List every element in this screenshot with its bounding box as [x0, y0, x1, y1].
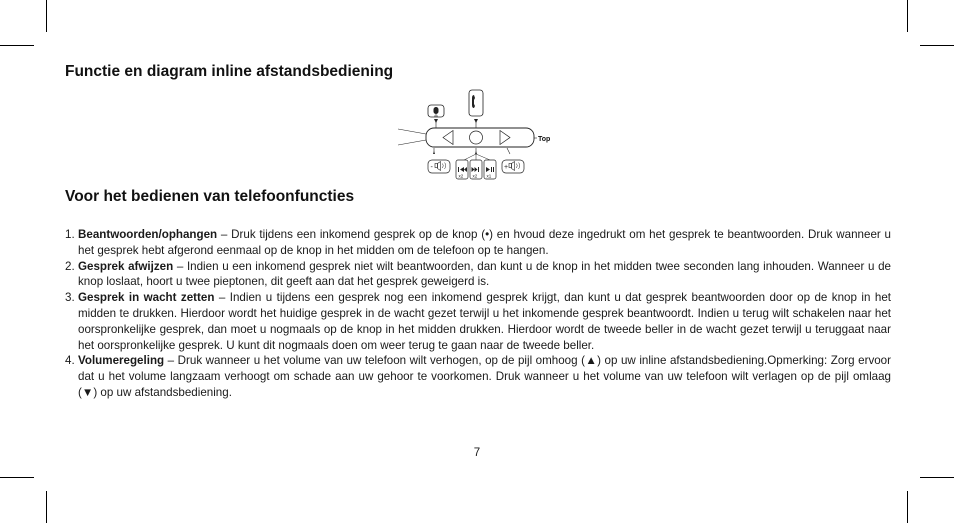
crop-mark — [920, 477, 954, 478]
item-term: Gesprek in wacht zetten — [78, 291, 215, 305]
item-number: 2. — [65, 259, 75, 273]
svg-text:-: - — [430, 164, 433, 171]
list-item — [65, 353, 891, 400]
pointer-arrow — [475, 151, 477, 154]
top-label: Top — [538, 136, 551, 143]
crop-mark — [46, 491, 47, 523]
item-term: Volumeregeling — [78, 354, 165, 368]
svg-text:+: + — [504, 164, 509, 171]
item-text: – Indien u een inkomend gesprek niet wilt beantwoorden, dan kunt u de knop in het midden twee seconden lang inhouden. Wanneer u de knop loslaat, hoort u twee pieptonen, dit geeft aan dat het gesprek geweigerd is. — [78, 259, 891, 289]
svg-text:x2: x2 — [458, 173, 464, 179]
item-term: Beantwoorden/ophangen — [78, 228, 218, 241]
item-text: – Indien u tijdens een gesprek nog een inkomend gesprek krijgt, dan kunt u dat gesprek beantwoorden door op de knop in het midden te drukken. Hierdoor wordt het huidige gesprek in de wacht gezet terwijl u het inkomende gesprek beantwoordt. Indien u terug wilt schakelen naar het oorspronkelijke gesprek, dan moet u nogmaals op de knop in het midden drukken. Hierdoor wordt de tweede beller in de wacht gezet terwijl u teruggaat naar het oorspronkelijke gesprek. U kunt dit nogmaals doen om weer terug te gaan naar de tweede beller. — [78, 291, 891, 352]
crop-mark — [0, 477, 34, 478]
cable — [398, 129, 426, 134]
crop-mark — [0, 45, 34, 46]
instruction-list — [65, 227, 891, 401]
pointer-arrow — [433, 151, 435, 154]
center-button — [470, 131, 483, 144]
item-text: – Druk wanneer u het volume van uw telefoon wilt verhogen, op de pijl omhoog (▲) op uw inline afstandsbediening.Opmerking: Zorg ervoor dat u het volume langzaam verhoogt om schade aan uw gehoor te voorkomen. Druk wanneer u het volume van uw telefoon wilt verlagen op de pijl omlaag (▼) op uw afstandsbediening. — [78, 354, 891, 399]
page-number: 7 — [473, 447, 481, 459]
list-item — [65, 259, 891, 291]
item-text: – Druk tijdens een inkomend gesprek op de knop (•) en hvoud deze ingedrukt om het gesprek te beantwoorden. Druk wanneer u het gesprek hebt afgerond eenmaal op de knop in het midden om de telefoon op te hangen. — [78, 228, 891, 257]
item-number: 1. — [65, 228, 75, 241]
item-term: Gesprek afwijzen — [78, 259, 174, 273]
cable — [398, 140, 426, 145]
crop-mark — [46, 0, 47, 32]
svg-text:x1: x1 — [486, 173, 492, 179]
svg-text:x2: x2 — [472, 173, 478, 179]
phone-icon — [469, 90, 483, 116]
item-number: 3. — [65, 291, 75, 305]
crop-mark — [907, 0, 908, 32]
list-item — [65, 227, 891, 259]
list-item — [65, 290, 891, 353]
diagram-heading: Functie en diagram inline afstandsbediening — [65, 63, 394, 80]
remote-diagram — [398, 88, 558, 184]
crop-mark — [920, 45, 954, 46]
item-number: 4. — [65, 354, 75, 368]
crop-mark — [907, 491, 908, 523]
phone-functions-heading: Voor het bedienen van telefoonfuncties — [65, 188, 355, 205]
